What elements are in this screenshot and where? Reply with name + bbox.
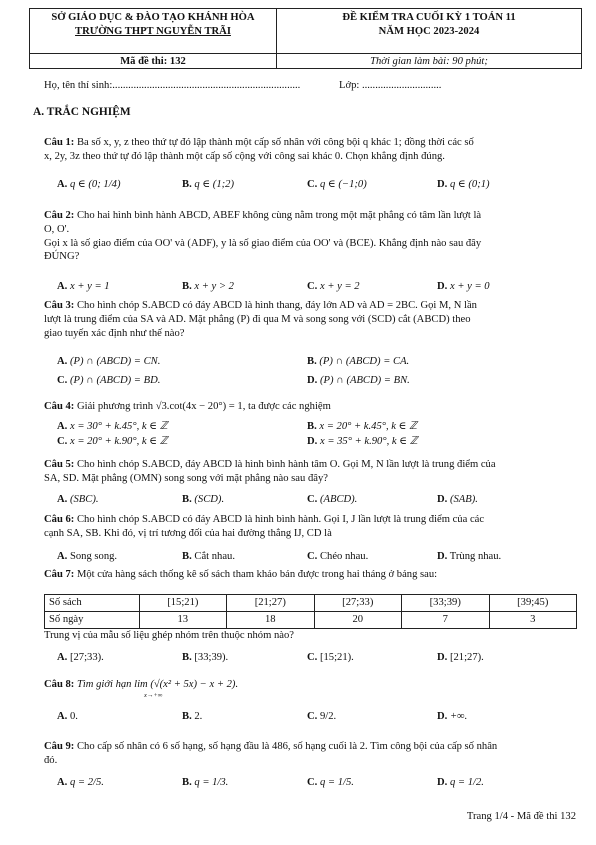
option-label: D. <box>307 436 318 447</box>
table-cell: [27;33) <box>314 595 401 612</box>
option-c[interactable] <box>307 178 367 192</box>
department-name: SỞ GIÁO DỤC & ĐÀO TẠO KHÁNH HÒA <box>51 12 255 23</box>
page-footer: Trang 1/4 - Mã đề thi 132 <box>466 811 576 822</box>
option-label: C. <box>307 711 318 722</box>
question-text: Tìm giới hạn lim (√(x² + 5x) − x + 2). <box>76 679 239 690</box>
option-text: x = 20° + k.90°, k ∈ ℤ <box>69 436 168 447</box>
option-d[interactable] <box>437 710 467 724</box>
option-d[interactable] <box>437 550 501 564</box>
exam-header <box>29 8 582 69</box>
option-label: D. <box>437 711 448 722</box>
option-text: [15;21). <box>319 652 354 663</box>
option-label: D. <box>437 494 448 505</box>
question-label: Câu 7: <box>44 569 75 580</box>
exam-duration: Thời gian làm bài: 90 phút; <box>370 56 488 67</box>
option-text: Chéo nhau. <box>319 551 369 562</box>
option-b[interactable] <box>182 710 202 724</box>
option-c[interactable] <box>307 651 354 665</box>
option-label: A. <box>57 179 68 190</box>
option-a[interactable] <box>57 710 78 724</box>
option-d[interactable] <box>437 280 490 294</box>
option-a[interactable] <box>57 178 120 192</box>
question-9 <box>44 740 584 768</box>
question-text: Gọi x là số giao điểm của OO' và (ADF), y là số giao điểm của OO' và (BCE). Khẳng định nào sau đây <box>44 237 482 249</box>
statistics-table <box>44 594 577 629</box>
option-label: B. <box>182 494 192 505</box>
question-label: Câu 8: <box>44 679 75 690</box>
table-row <box>45 612 577 629</box>
option-label: B. <box>307 421 317 432</box>
table-row <box>45 595 577 612</box>
table-cell: [33;39) <box>402 595 489 612</box>
question-text: ĐÚNG? <box>44 251 80 263</box>
question-text: lượt là trung điểm của SA và AD. Mặt phẳng (P) đi qua M và song song với (SCD) cắt (ABCD) theo <box>44 313 471 325</box>
option-d[interactable] <box>437 776 484 790</box>
question-text: Cho hình chóp S.ABCD, đáy ABCD là hình bình hành tâm O. Gọi M, N lần lượt là trung điểm của <box>76 459 496 470</box>
option-text: x + y = 0 <box>449 281 490 292</box>
question-text: O, O'. <box>44 223 70 235</box>
option-text: 2. <box>194 711 203 722</box>
option-text: (ABCD). <box>319 494 358 505</box>
option-d[interactable] <box>437 178 490 192</box>
exam-title: ĐỀ KIỂM TRA CUỐI KỲ 1 TOÁN 11 <box>342 12 516 23</box>
question-text: x, 2y, 3z theo thứ tự đó lập thành một cấp số cộng với công sai khác 0. Chọn khẳng định đúng. <box>44 150 445 162</box>
option-text: q = 1/5. <box>319 777 354 788</box>
option-text: x = 30° + k.45°, k ∈ ℤ <box>69 421 168 432</box>
option-a[interactable] <box>57 651 104 665</box>
header-right <box>277 9 581 68</box>
option-label: B. <box>182 551 192 562</box>
option-c[interactable] <box>57 435 168 449</box>
option-c[interactable] <box>307 710 336 724</box>
option-text: x + y = 1 <box>69 281 110 292</box>
option-label: B. <box>182 179 192 190</box>
option-text: x + y = 2 <box>319 281 360 292</box>
option-a[interactable] <box>57 493 99 507</box>
school-name: TRƯỜNG THPT NGUYỄN TRÃI <box>75 26 231 37</box>
option-text: 0. <box>69 711 78 722</box>
option-a[interactable] <box>57 355 160 369</box>
option-b[interactable] <box>307 355 409 369</box>
option-label: C. <box>307 652 318 663</box>
option-label: B. <box>182 281 192 292</box>
question-text: cạnh SA, SB. Khi đó, vị trí tương đối của hai đường thẳng IJ, CD là <box>44 527 332 539</box>
option-text: q = 2/5. <box>69 777 104 788</box>
question-text: SA, SD. Mặt phẳng (OMN) song song với mặt phẳng nào sau đây? <box>44 472 328 484</box>
question-text: Cho hình chóp S.ABCD có đáy ABCD là hình thang, đáy lớn AD và AD = 2BC. Gọi M, N lần <box>76 300 477 311</box>
option-label: B. <box>182 711 192 722</box>
option-a[interactable] <box>57 280 110 294</box>
option-c[interactable] <box>307 280 360 294</box>
table-cell: [39;45) <box>489 595 577 612</box>
option-text: q = 1/2. <box>449 777 484 788</box>
table-row-header: Số sách <box>45 595 140 612</box>
option-label: C. <box>307 777 318 788</box>
option-label: C. <box>57 375 68 386</box>
option-label: D. <box>307 375 318 386</box>
question-2 <box>44 209 584 264</box>
question-text: Cho hai hình bình hành ABCD, ABEF không cùng nằm trong một mặt phẳng có tâm lần lượt là <box>76 210 482 221</box>
option-a[interactable] <box>57 776 104 790</box>
question-5 <box>44 458 584 486</box>
question-7-prompt: Trung vị của mẫu số liệu ghép nhóm trên thuộc nhóm nào? <box>44 630 294 641</box>
question-text: Ba số x, y, z theo thứ tự đó lập thành một cấp số nhân với công bội q khác 1; đồng thời các số <box>76 137 474 148</box>
option-text: q ∈ (0; 1/4) <box>69 179 121 190</box>
question-text: Cho hình chóp S.ABCD có đáy ABCD là hình bình hành. Gọi I, J lần lượt là trung điểm của các <box>76 514 485 525</box>
header-divider-right <box>277 53 581 54</box>
question-text: Giải phương trình √3.cot(4x − 20°) = 1, ta được các nghiệm <box>76 401 331 412</box>
option-b[interactable] <box>307 420 417 434</box>
question-text: đó. <box>44 754 58 766</box>
option-text: [27;33). <box>69 652 104 663</box>
question-text: Một cửa hàng sách thống kê số sách tham khảo bán được trong hai tháng ở bảng sau: <box>76 569 438 580</box>
option-text: +∞. <box>449 711 468 722</box>
header-divider <box>30 53 276 54</box>
option-label: C. <box>307 551 318 562</box>
option-text: q ∈ (−1;0) <box>319 179 367 190</box>
option-text: 9/2. <box>319 711 337 722</box>
option-label: D. <box>437 652 448 663</box>
option-text: [33;39). <box>194 652 229 663</box>
option-text: (P) ∩ (ABCD) = BD. <box>69 375 161 386</box>
student-class-field: Lớp: .............................. <box>339 80 442 91</box>
option-b[interactable] <box>182 178 234 192</box>
option-label: A. <box>57 356 68 367</box>
option-b[interactable] <box>182 651 228 665</box>
option-label: C. <box>307 494 318 505</box>
header-left <box>30 9 277 68</box>
option-a[interactable] <box>57 420 168 434</box>
option-text: (P) ∩ (ABCD) = CA. <box>319 356 410 367</box>
question-label: Câu 2: <box>44 210 75 221</box>
question-label: Câu 1: <box>44 137 75 148</box>
option-text: (SAB). <box>449 494 478 505</box>
option-text: q ∈ (1;2) <box>194 179 234 190</box>
option-text: q = 1/3. <box>194 777 229 788</box>
option-label: D. <box>437 551 448 562</box>
option-text: x + y > 2 <box>194 281 234 292</box>
option-c[interactable] <box>307 550 368 564</box>
option-b[interactable] <box>182 493 224 507</box>
option-label: A. <box>57 494 68 505</box>
table-cell: [15;21) <box>139 595 226 612</box>
option-label: C. <box>307 281 318 292</box>
option-d[interactable] <box>437 493 478 507</box>
option-label: D. <box>437 281 448 292</box>
question-3 <box>44 299 584 340</box>
option-label: D. <box>437 777 448 788</box>
option-text: Cắt nhau. <box>194 551 235 562</box>
option-text: (P) ∩ (ABCD) = CN. <box>69 356 161 367</box>
option-text: x = 35° + k.90°, k ∈ ℤ <box>319 436 418 447</box>
limit-subscript: x→+∞ <box>144 692 163 699</box>
option-text: q ∈ (0;1) <box>449 179 490 190</box>
question-6 <box>44 513 584 541</box>
option-b[interactable] <box>182 280 234 294</box>
question-label: Câu 9: <box>44 741 75 752</box>
option-text: x = 20° + k.45°, k ∈ ℤ <box>319 421 418 432</box>
table-cell: 20 <box>314 612 401 629</box>
option-label: C. <box>57 436 68 447</box>
option-label: A. <box>57 652 68 663</box>
option-d[interactable] <box>307 435 418 449</box>
option-label: A. <box>57 711 68 722</box>
question-label: Câu 5: <box>44 459 75 470</box>
option-label: A. <box>57 777 68 788</box>
question-label: Câu 6: <box>44 514 75 525</box>
option-c[interactable] <box>57 374 160 388</box>
option-text: (SBC). <box>69 494 99 505</box>
student-name-field: Họ, tên thí sinh:....................................................................... <box>44 80 301 91</box>
school-year: NĂM HỌC 2023-2024 <box>378 26 480 37</box>
question-4 <box>44 400 584 414</box>
option-a[interactable] <box>57 550 117 564</box>
question-text: Cho cấp số nhân có 6 số hạng, số hạng đầu là 486, số hạng cuối là 2. Tìm công bội của cấp số nhân <box>76 741 498 752</box>
option-text: Song song. <box>69 551 118 562</box>
option-b[interactable] <box>182 776 228 790</box>
question-8 <box>44 678 584 692</box>
option-b[interactable] <box>182 550 235 564</box>
option-d[interactable] <box>437 651 484 665</box>
option-label: C. <box>307 179 318 190</box>
option-c[interactable] <box>307 493 357 507</box>
table-cell: [21;27) <box>227 595 314 612</box>
option-d[interactable] <box>307 374 410 388</box>
option-text: Trùng nhau. <box>449 551 502 562</box>
option-label: A. <box>57 281 68 292</box>
option-label: B. <box>182 777 192 788</box>
table-cell: 7 <box>402 612 489 629</box>
option-c[interactable] <box>307 776 354 790</box>
table-cell: 13 <box>139 612 226 629</box>
question-text: giao tuyến xác định như thế nào? <box>44 327 185 339</box>
section-title: A. TRẮC NGHIỆM <box>33 106 131 118</box>
option-text: (P) ∩ (ABCD) = BN. <box>319 375 410 386</box>
option-text: (SCD). <box>194 494 225 505</box>
option-label: D. <box>437 179 448 190</box>
exam-code: Mã đề thi: 132 <box>120 56 186 67</box>
option-text: [21;27). <box>449 652 484 663</box>
question-1 <box>44 136 584 164</box>
table-row-header: Số ngày <box>45 612 140 629</box>
table-cell: 18 <box>227 612 314 629</box>
option-label: A. <box>57 421 68 432</box>
option-label: B. <box>307 356 317 367</box>
option-label: B. <box>182 652 192 663</box>
option-label: A. <box>57 551 68 562</box>
question-label: Câu 4: <box>44 401 75 412</box>
table-cell: 3 <box>489 612 577 629</box>
question-label: Câu 3: <box>44 300 75 311</box>
question-7 <box>44 568 584 582</box>
